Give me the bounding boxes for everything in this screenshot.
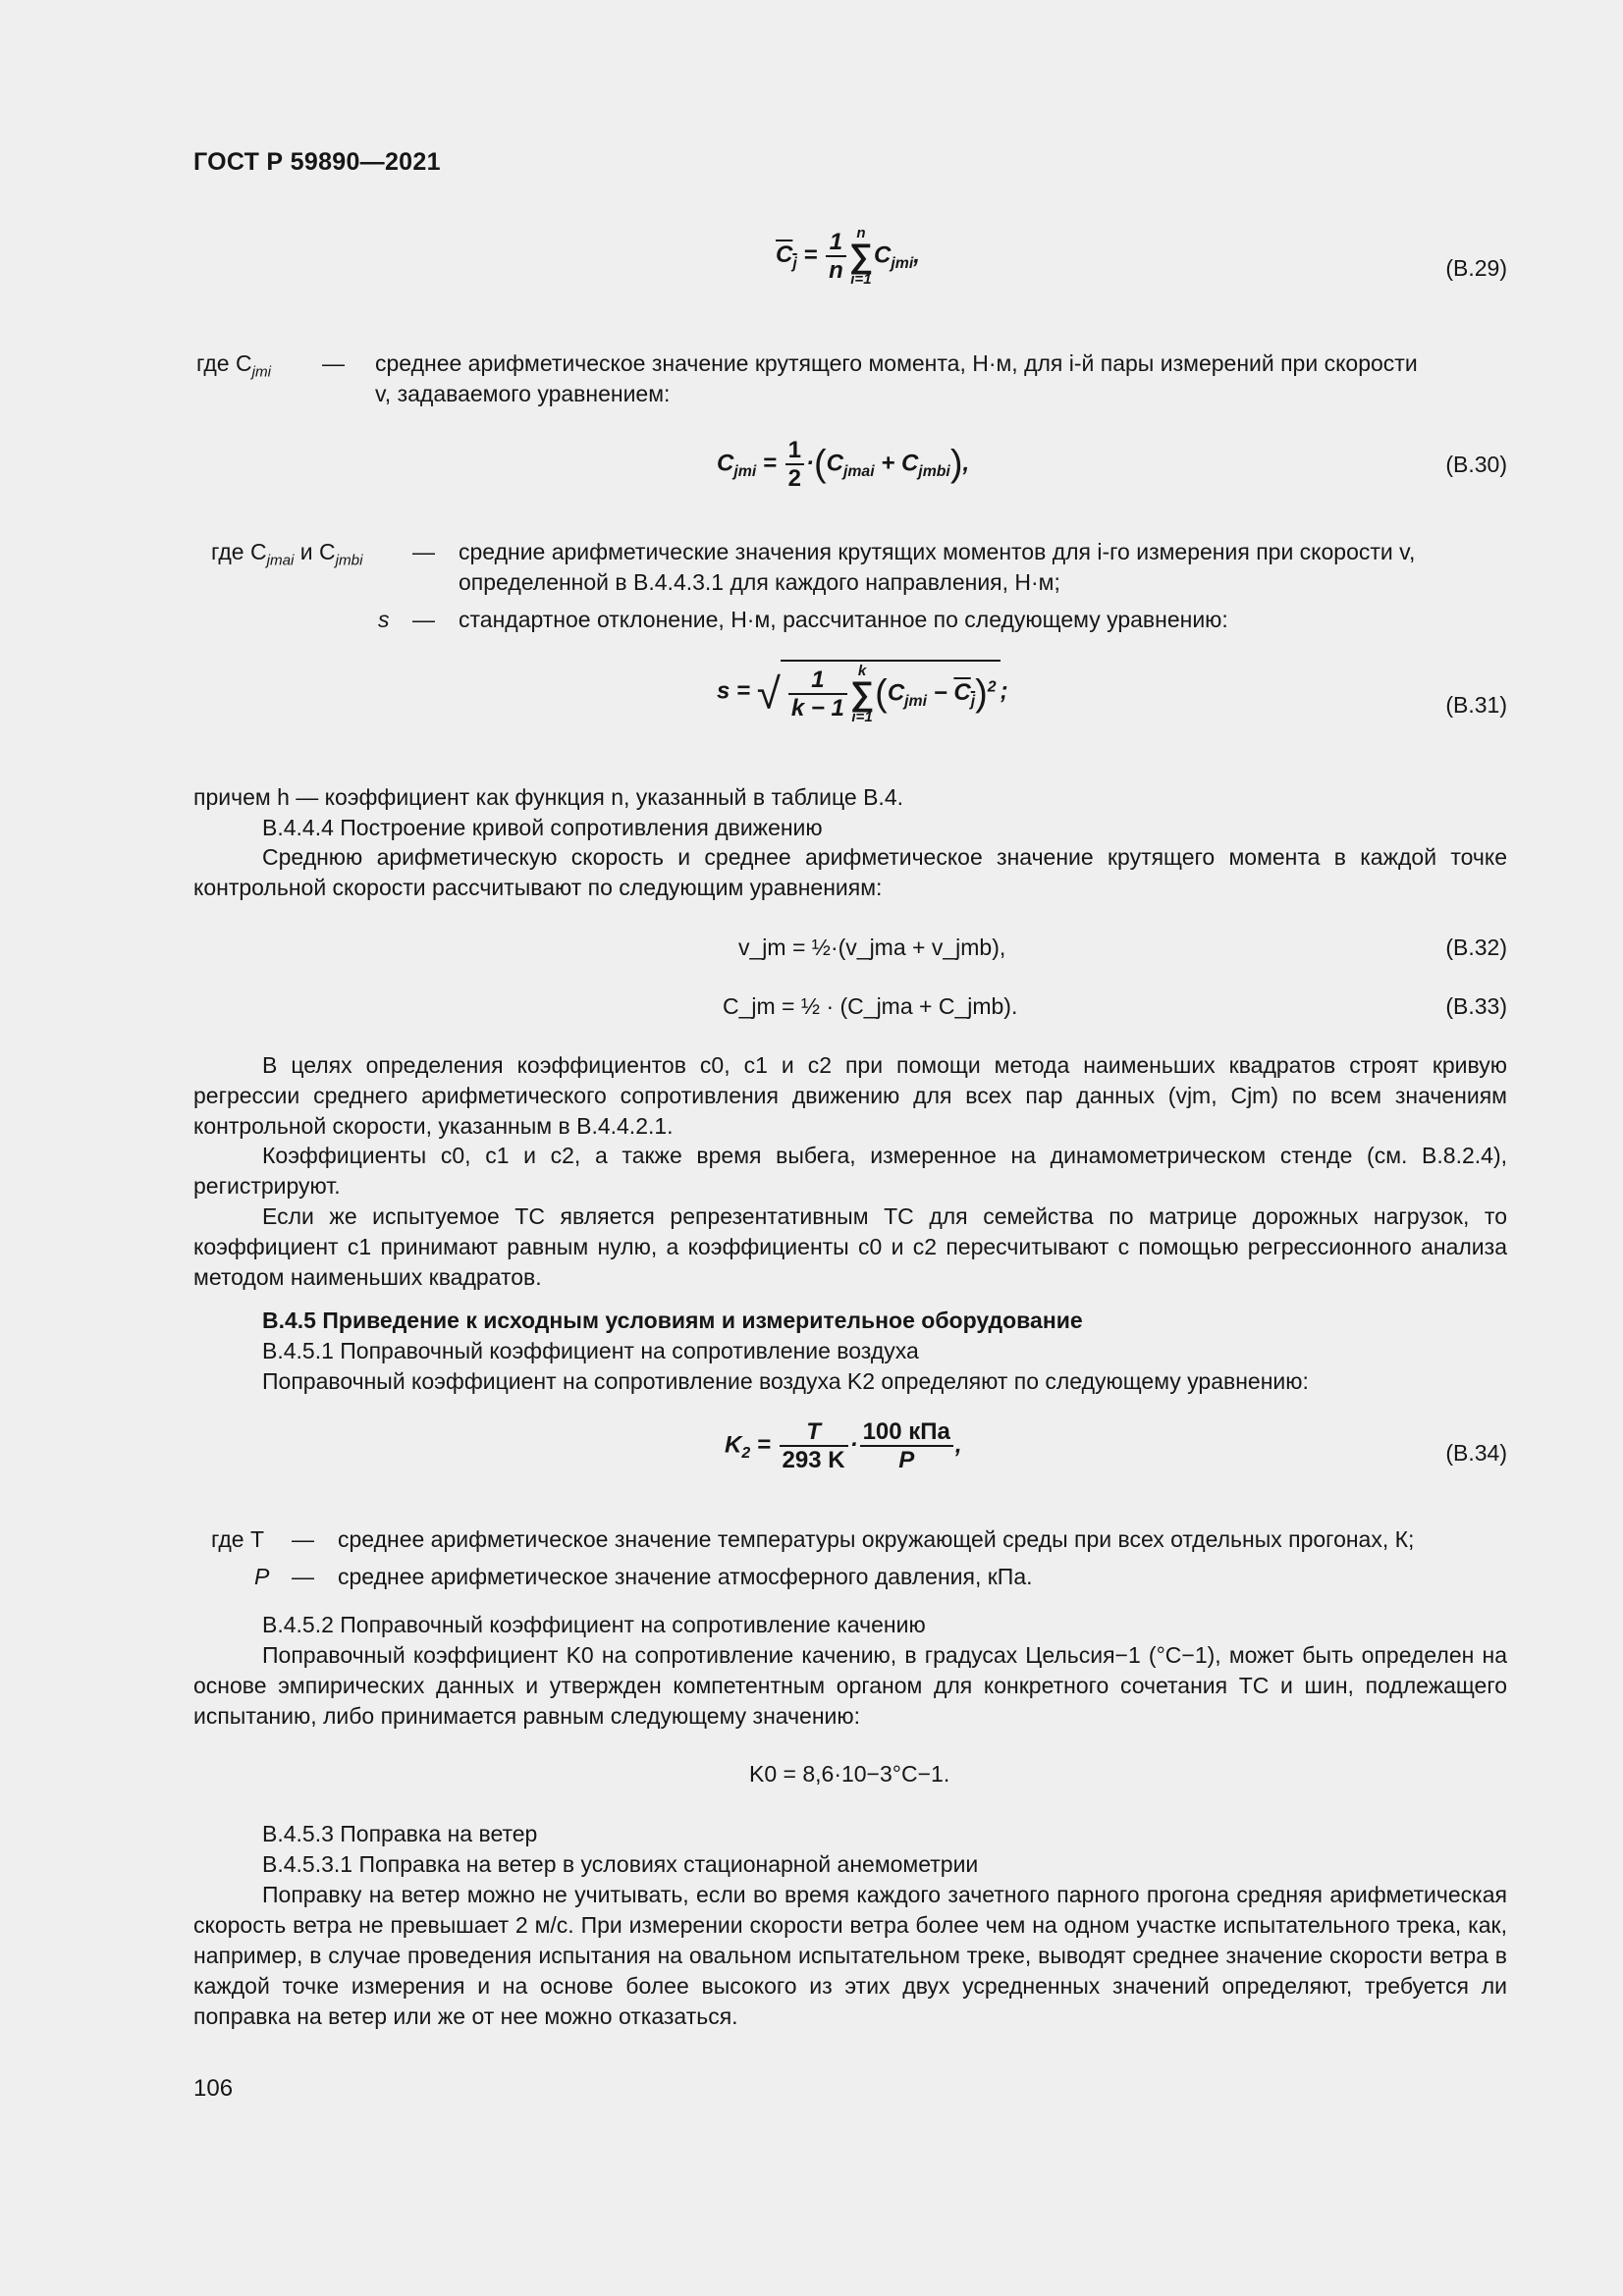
section-b4-4-4: B.4.4.4 Построение кривой сопротивления движению — [262, 815, 823, 840]
formula-b33: C_jm = ½ · (C_jma + C_jmb). — [723, 993, 1018, 1019]
coefficients-paragraph: Коэффициенты c0, c1 и c2, а также время выбега, измеренное на динамометрическом стенде (см. B.8.2.4), регистрируют. — [193, 1143, 1507, 1199]
wind-paragraph: Поправку на ветер можно не учитывать, если во время каждого зачетного парного прогона средняя арифметическая скорость ветра не превышает 2 м/с. При измерении скорости ветра более чем на одном участке испытательного трека, как, например, в случае проведения испытания на овальном испытательном треке, выводят среднее значение скорости ветра в каждой точке измерения и на основе более высокого из этих двух усредненных значений определяют, требуется ли поправка на ветер или же от нее можно отказаться. — [193, 1882, 1507, 2029]
k0-value: K0 = 8,6·10−3°C−1. — [749, 1761, 950, 1787]
section-b4-5-3-1: B.4.5.3.1 Поправка на ветер в условиях стационарной анемометрии — [262, 1851, 979, 1877]
section-b4-5-1: B.4.5.1 Поправочный коэффициент на сопротивление воздуха — [262, 1338, 919, 1363]
section-b4-5-2: B.4.5.2 Поправочный коэффициент на сопротивление качению — [262, 1612, 926, 1637]
k2-intro: Поправочный коэффициент на сопротивление воздуха K2 определяют по следующему уравнению: — [262, 1368, 1309, 1394]
definition-text: средние арифметические значения крутящих моментов для i-го измерения при скорости v, определенной в B.4.4.3.1 для каждого направления, Н·м; — [459, 539, 1416, 595]
equation-number: (B.33) — [1445, 993, 1507, 1019]
formula-b32: v_jm = ½·(v_jma + v_jmb), — [738, 934, 1006, 960]
document-header: ГОСТ Р 59890—2021 — [193, 148, 441, 176]
equation-number: (B.30) — [1445, 452, 1507, 477]
k0-paragraph: Поправочный коэффициент K0 на сопротивление качению, в градусах Цельсия−1 (°C−1), может быть определен на основе эмпирических данных и утвержден компетентным органом для конкретного сочетания ТС и шин, подлежащего испытанию, либо принимается равным следующему значению: — [193, 1642, 1507, 1729]
section-b4-5: B.4.5 Приведение к исходным условиям и измерительное оборудование — [262, 1308, 1083, 1333]
representative-paragraph: Если же испытуемое ТС является репрезентативным ТС для семейства по матрице дорожных нагрузок, то коэффициент c1 принимают равным нулю, а коэффициенты c0 и c2 пересчитывают с помощью регрессионного анализа методом наименьших квадратов. — [193, 1203, 1507, 1290]
equation-number: (B.31) — [1445, 692, 1507, 718]
formula-b30: $C_{jmi}$ = $\frac{1}{2}$ $\cdot(C_{jmai} + C_{jmbi})$, — [717, 437, 970, 492]
formula-b31: s = √ $\frac{1}{k - 1}$ k ∑ i=1 $(C_{jmi} - C_j)^2$ ; — [717, 660, 1008, 724]
h-coefficient-line: причем h — коэффициент как функция n, указанный в таблице B.4. — [193, 784, 904, 810]
equation-number: (B.29) — [1445, 255, 1507, 281]
section-b4-5-3: B.4.5.3 Поправка на ветер — [262, 1821, 538, 1846]
regression-paragraph: В целях определения коэффициентов c0, c1 и c2 при помощи метода наименьших квадратов строят кривую регрессии среднего арифметического сопротивления движению для всех пар данных (vjm, Cjm) по всем значениям контрольной скорости, указанным в B.4.4.2.1. — [193, 1052, 1507, 1139]
mean-speed-paragraph: Среднюю арифметическую скорость и среднее арифметическое значение крутящего момента в каждой точке контрольной скорости рассчитывают по следующим уравнениям: — [193, 844, 1507, 900]
definition-text: среднее арифметическое значение крутящего момента, Н·м, для i-й пары измерений при скорости v, задаваемого уравнением: — [375, 350, 1418, 406]
equation-number: (B.32) — [1445, 934, 1507, 960]
document-page: ГОСТ Р 59890—2021 $C_j$ = $\frac{1}{n}$ n ∑ i=1 $C_{jmi}$, (B.29) где $C_{jmi}$ — среднее арифметическое значение крутящего момента, Н·м, для i-й пары измерений при скорости v, задаваемого уравнением: $C_{jmi}$ = $\frac{1}{2}$ $\cdot(C_{jmai} + C_{jmbi})$, (B.30) где $C_{jmai}$ и $C_{jmbi}$ — средние арифметические значения крутящих моментов для i-го измерения при скорости v, определенной в B.4.4.3.1 для каждого направления, Н·м; s — стандартное отклонение, Н·м, рассчитанное по следующему уравнению: s = √ $\frac{1}{k - 1}$ k ∑ i=1 $(C_{jmi} - C_j)^2$ ; (B.31) причем h — коэффициент как функция n, указанный в таблице B.4. B.4.4.4 Построение кривой сопротивления движению Среднюю арифметическую скорость и среднее арифметическое значение крутящего момента в каждой точке контрольной скорости рассчитывают по следующим уравнениям: v_jm = ½·(v_jma + v_jmb), (B.32) C_jm = ½ · (C_jma + C_jmb). (B.33) В целях определения коэффициентов c0, c1 и c2 при помощи метода наименьших квадратов строят кривую регрессии среднего арифметического сопротивления движению для всех пар данных (vjm, Cjm) по всем значениям контрольной скорости, указанным в B.4.4.2.1. Коэффициенты c0, c1 и c2, а также время выбега, измеренное на динамометрическом стенде (см. B.8.2.4), регистрируют. Если же испытуемое ТС является репрезентативным ТС для семейства по матрице дорожных нагрузок, то коэффициент c1 принимают равным нулю, а коэффициенты c0 и c2 пересчитывают с помощью регрессионного анализа методом наименьших квадратов. B.4.5 Приведение к исходным условиям и измерительное оборудование B.4.5.1 Поправочный коэффициент на сопротивление воздуха Поправочный коэффициент на сопротивление воздуха K2 определяют по следующему уравнению: $K_2$ = $\frac{T}{293 K}$ · $\frac{\text{100 кПа}}{P}$ , (B.34) где T — среднее арифметическое значение температуры окружающей среды при всех отдельных прогонах, К; P — среднее арифметическое значение атмосферного давления, кПа. B.4.5.2 Поправочный коэффициент на сопротивление качению Поправочный коэффициент K0 на сопротивление качению, в градусах Цельсия−1 (°C−1), может быть определен на основе эмпирических данных и утвержден компетентным органом для конкретного сочетания ТС и шин, подлежащего испытанию, либо принимается равным следующему значению: K0 = 8,6·10−3°C−1. B.4.5.3 Поправка на ветер B.4.5.3.1 Поправка на ветер в условиях стационарной анемометрии Поправку на ветер можно не учитывать, если во время каждого зачетного парного прогона средняя арифметическая скорость ветра не превышает 2 м/с. При измерении скорости ветра более чем на одном участке испытательного трека, как, например, в случае проведения испытания на овальном испытательном треке, выводят среднее значение скорости ветра в каждой точке измерения и на основе более высокого из этих двух усредненных значений определяют, требуется ли поправка на ветер или же от нее можно отказаться. 106 — [193, 148, 1507, 2102]
definition-term: где $C_{jmi}$ — [196, 350, 271, 381]
page-number: 106 — [193, 2075, 234, 2102]
formula-b34: $K_2$ = $\frac{T}{293 K}$ · $\frac{\text{100 кПа}}{P}$ , — [725, 1418, 962, 1473]
definition-term: где $C_{jmai}$ и $C_{jmbi}$ — [211, 539, 363, 569]
formula-b29: $C_j$ = $\frac{1}{n}$ n ∑ i=1 $C_{jmi}$, — [776, 225, 920, 288]
equation-number: (B.34) — [1445, 1440, 1507, 1466]
